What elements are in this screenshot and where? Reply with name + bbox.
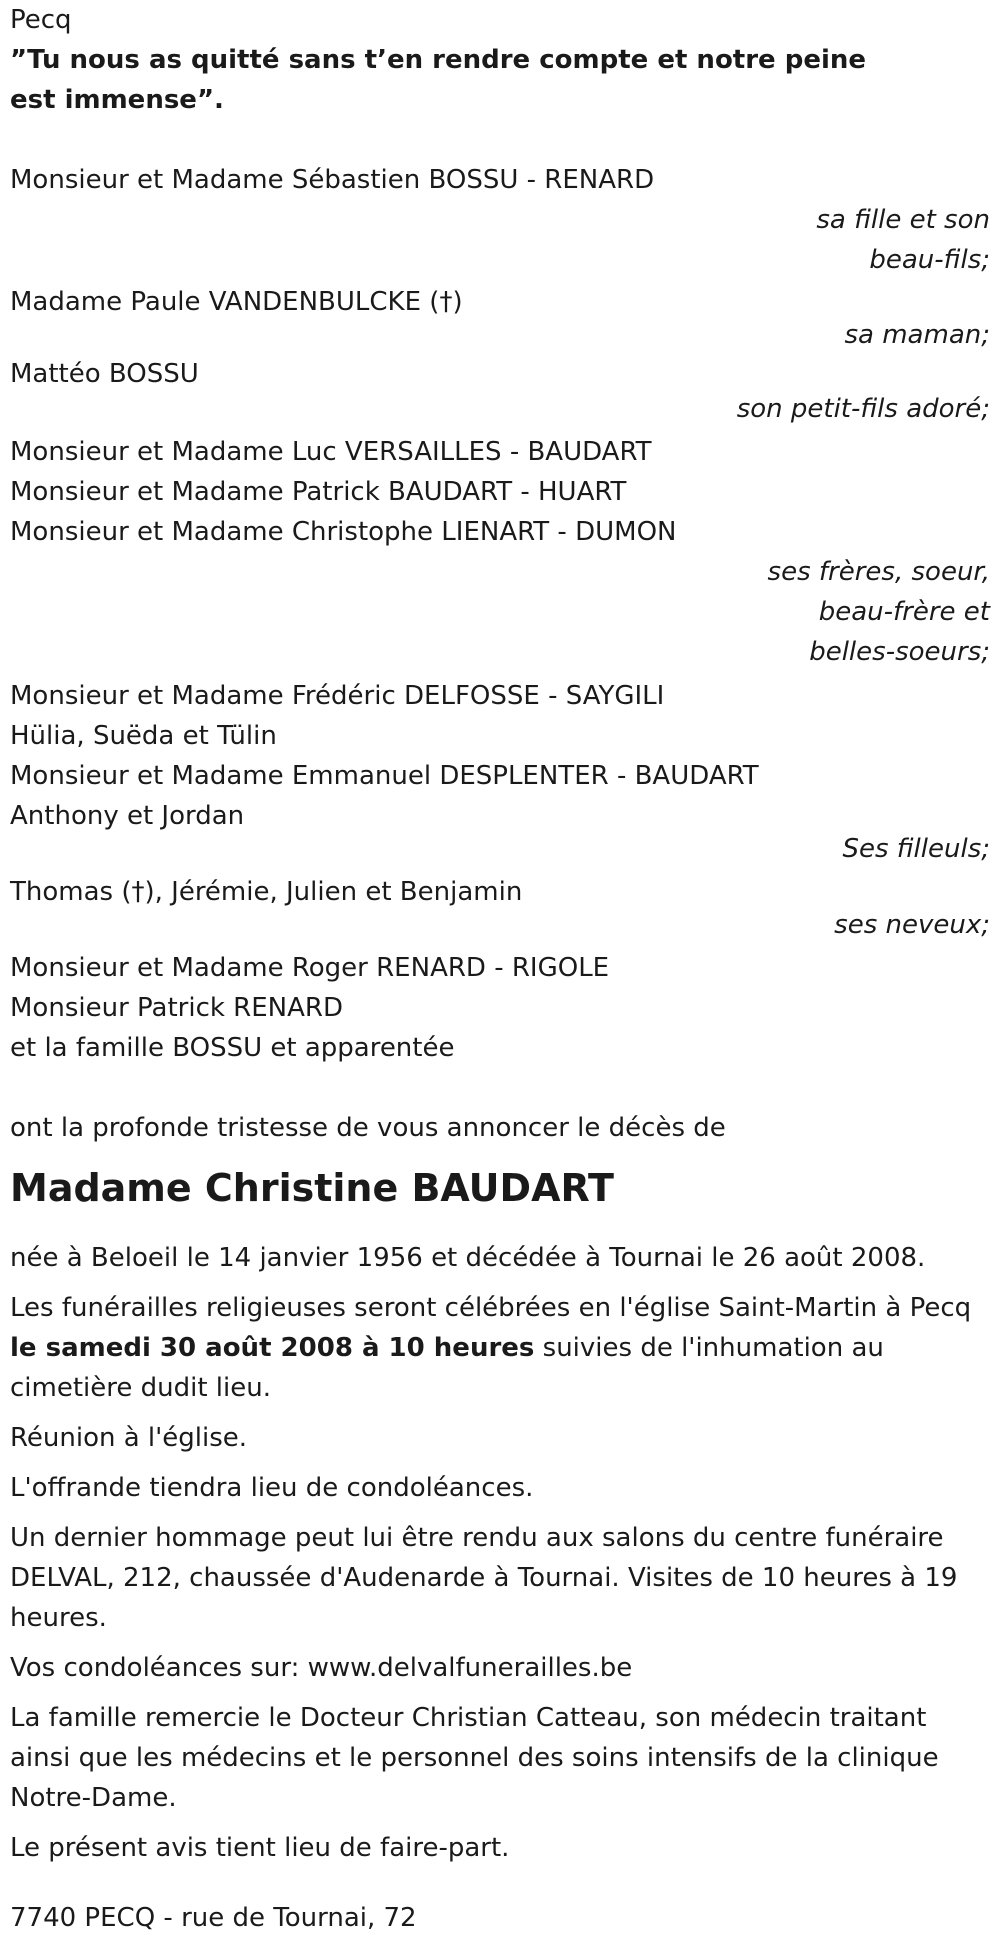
- relation-label: Ses filleuls;: [842, 834, 990, 864]
- family-member: Monsieur Patrick RENARD: [10, 993, 343, 1023]
- family-member: Monsieur et Madame Patrick BAUDART - HUART: [10, 477, 627, 507]
- relation-label: beau-fils;: [869, 245, 990, 275]
- funeral-date: le samedi 30 août 2008 à 10 heures: [10, 1333, 535, 1363]
- condolences-website: Vos condoléances sur: www.delvalfunerailles.be: [10, 1653, 633, 1683]
- spacer: [10, 120, 1000, 160]
- tribute-info: Un dernier hommage peut lui être rendu aux salons du centre funéraire DELVAL, 212, chaussée d'Audenarde à Tournai. Visites de 10 heures à 19 heures.: [10, 1523, 958, 1633]
- announcement-text: ont la profonde tristesse de vous annoncer le décès de: [10, 1113, 726, 1143]
- relation-label: son petit-fils adoré;: [736, 394, 990, 424]
- city-label: Pecq: [10, 5, 72, 35]
- relation-label: ses neveux;: [834, 910, 990, 940]
- relation-label: sa fille et son: [816, 205, 990, 235]
- reunion-info: Réunion à l'église.: [10, 1423, 248, 1453]
- family-member: Anthony et Jordan: [10, 801, 245, 831]
- funeral-info: [10, 1288, 990, 1408]
- relation-label: belles-soeurs;: [809, 637, 990, 667]
- family-member: Mattéo BOSSU: [10, 359, 199, 389]
- family-member: Monsieur et Madame Sébastien BOSSU - RENARD: [10, 165, 655, 195]
- family-member: Hülia, Suëda et Tülin: [10, 721, 277, 751]
- family-member: Thomas (†), Jérémie, Julien et Benjamin: [10, 877, 523, 907]
- memorial-quote: ”Tu nous as quitté sans t’en rendre compte et notre peine est immense”.: [10, 45, 867, 115]
- notice-statement: Le présent avis tient lieu de faire-part.: [10, 1833, 510, 1863]
- funeral-info-intro: Les funérailles religieuses seront célébrées en l'église Saint-Martin à Pecq: [10, 1293, 972, 1323]
- relation-label: sa maman;: [844, 320, 990, 350]
- family-member: Monsieur et Madame Roger RENARD - RIGOLE: [10, 953, 610, 983]
- family-member: Monsieur et Madame Luc VERSAILLES - BAUDART: [10, 437, 652, 467]
- family-address: 7740 PECQ - rue de Tournai, 72: [10, 1903, 417, 1933]
- family-member: Monsieur et Madame Emmanuel DESPLENTER - BAUDART: [10, 761, 759, 791]
- acknowledgements: La famille remercie le Docteur Christian Catteau, son médecin traitant ainsi que les médecins et le personnel des soins intensifs de la clinique Notre-Dame.: [10, 1703, 939, 1813]
- family-member: Monsieur et Madame Christophe LIENART - DUMON: [10, 517, 677, 547]
- family-member: et la famille BOSSU et apparentée: [10, 1033, 455, 1063]
- relation-label: beau-frère et: [818, 597, 990, 627]
- birth-death-dates: née à Beloeil le 14 janvier 1956 et décédée à Tournai le 26 août 2008.: [10, 1243, 926, 1273]
- offering-info: L'offrande tiendra lieu de condoléances.: [10, 1473, 534, 1503]
- family-member: Monsieur et Madame Frédéric DELFOSSE - SAYGILI: [10, 681, 665, 711]
- family-member: Madame Paule VANDENBULCKE (†): [10, 287, 463, 317]
- deceased-name: Madame Christine BAUDART: [10, 1166, 614, 1210]
- spacer: [10, 1068, 1000, 1108]
- relation-label: ses frères, soeur,: [767, 557, 990, 587]
- funeral-info-burial: suivies de l'inhumation au cimetière dudit lieu.: [10, 1333, 884, 1403]
